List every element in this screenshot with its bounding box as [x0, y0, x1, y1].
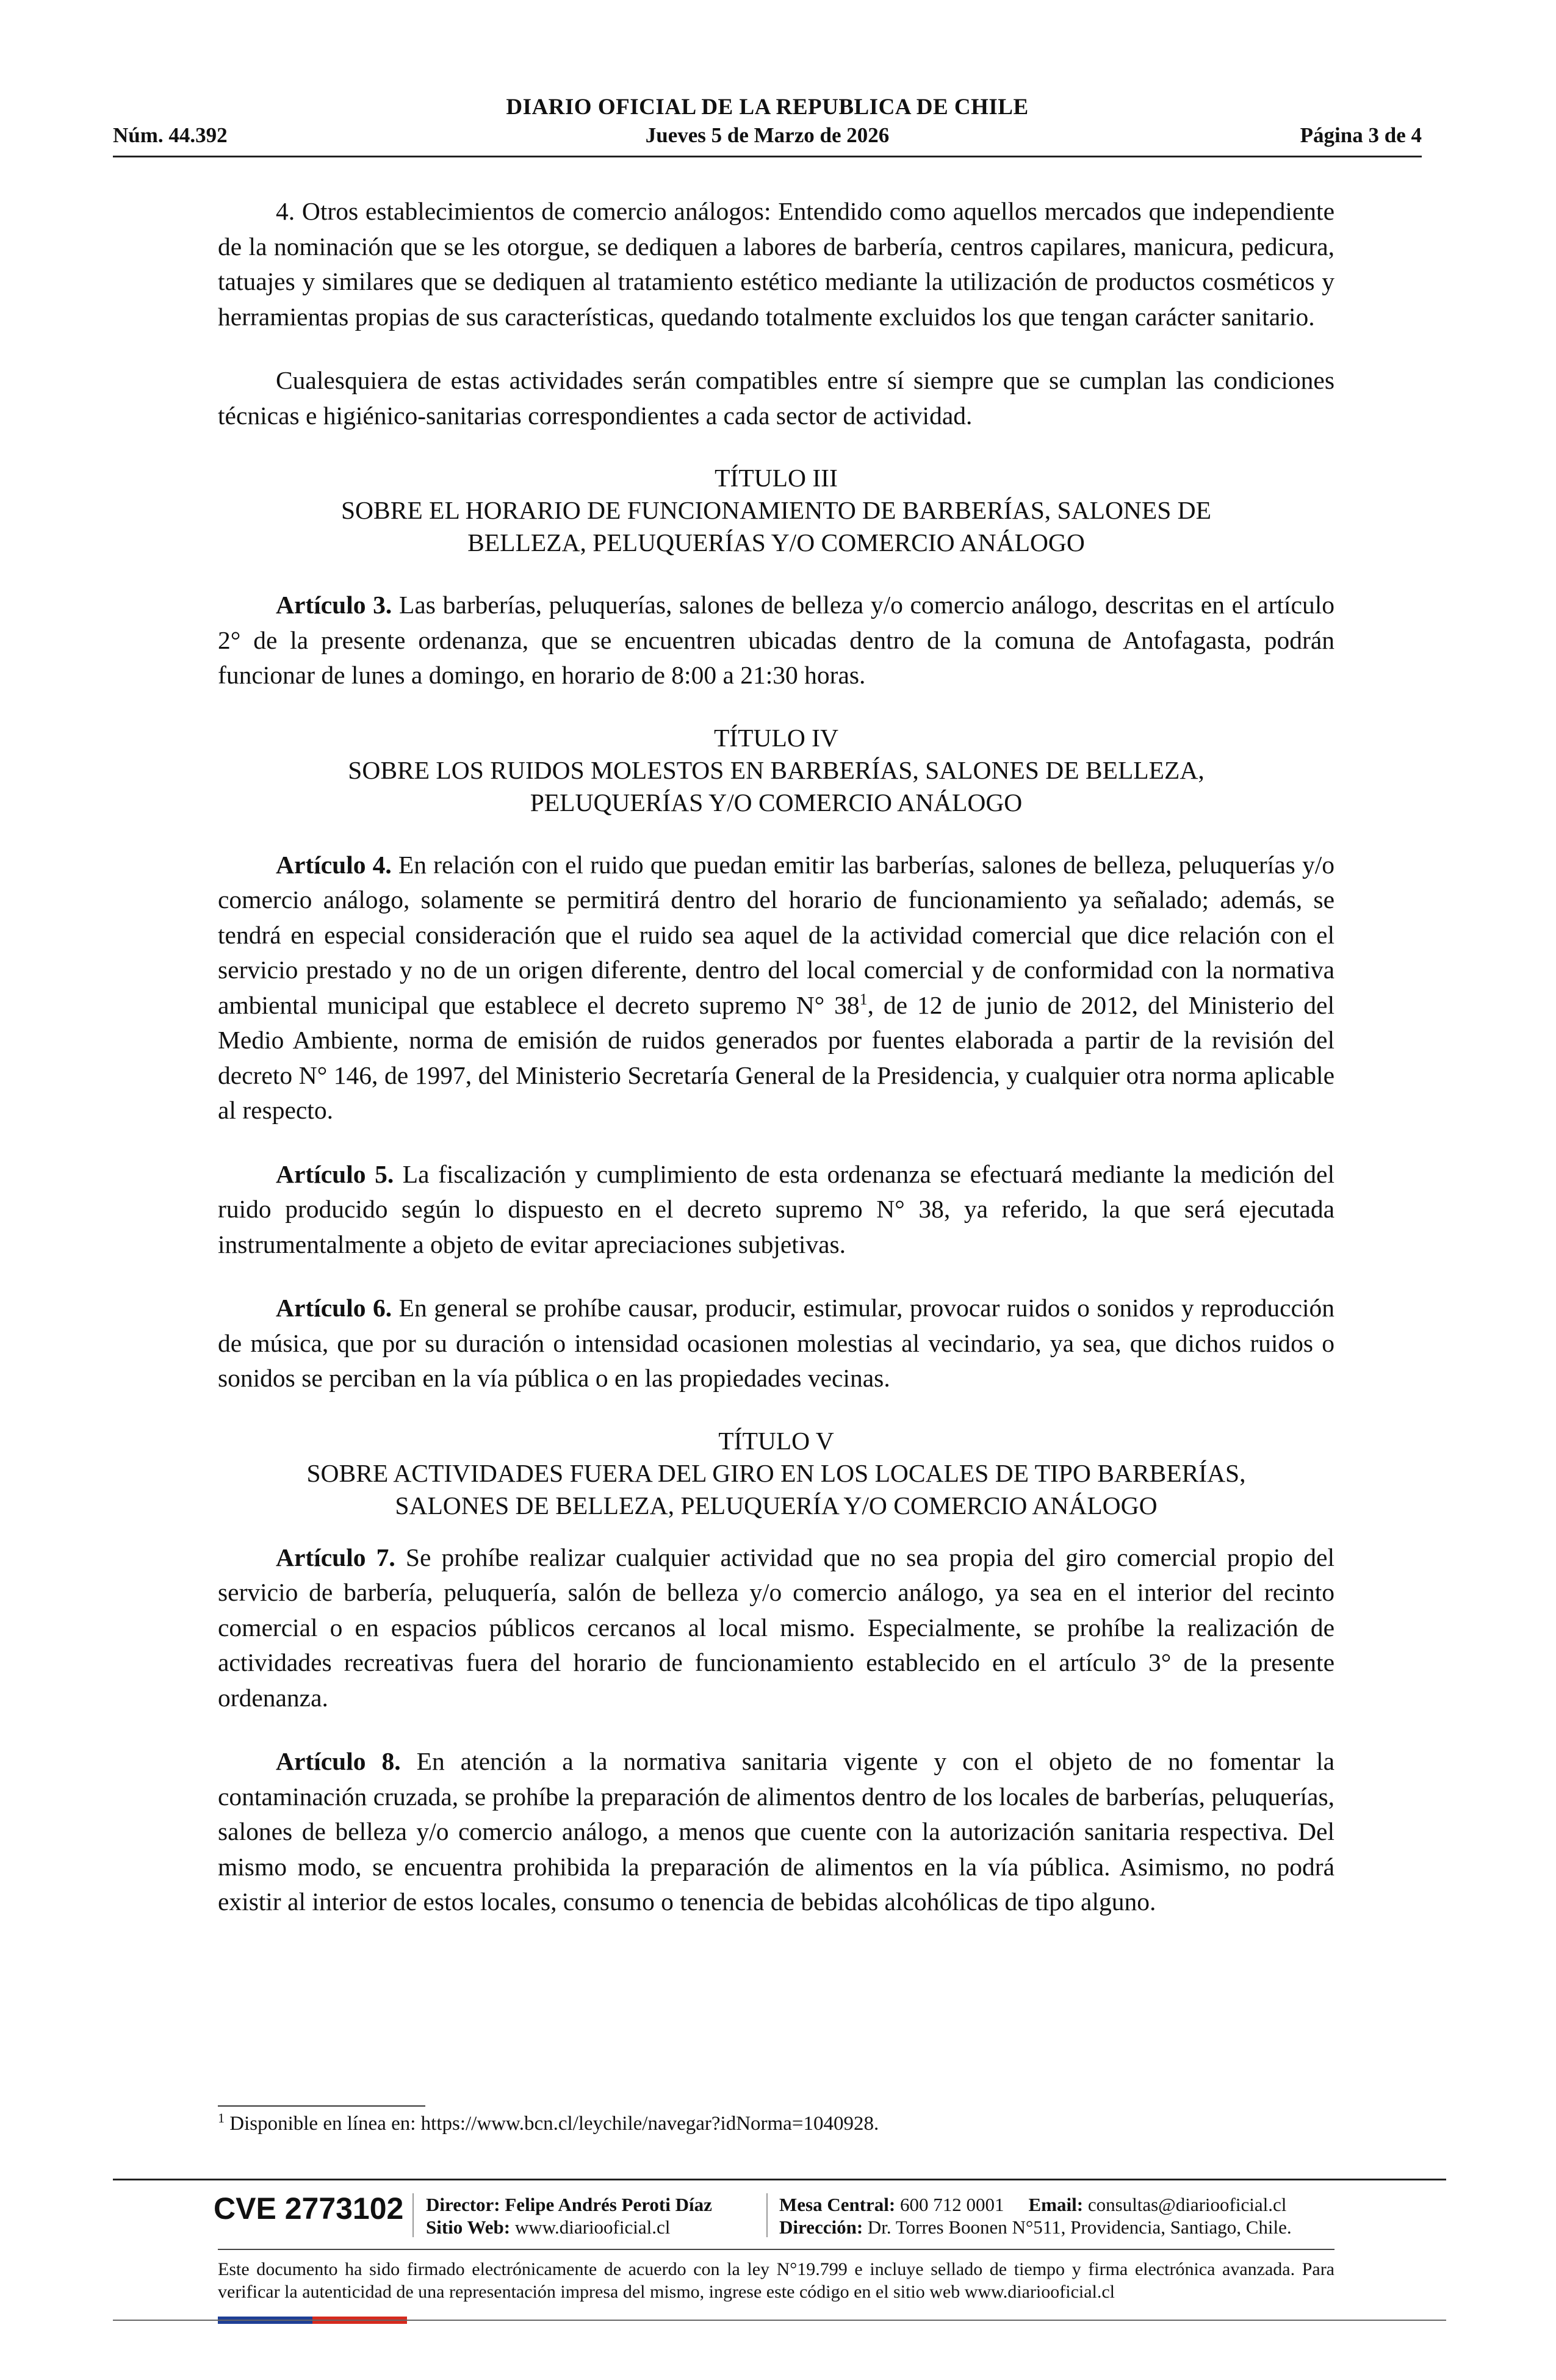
footnote [218, 2110, 879, 2135]
title-v-heading [218, 1425, 1334, 1522]
article-6-label: Artículo 6. [276, 1294, 392, 1322]
title-v-label: TÍTULO V [718, 1426, 834, 1455]
article-4-text-a: En relación con el ruido que puedan emitir las barberías, salones de belleza, peluquerías y/o comercio análogo, solamente se permitirá dentro del horario de funcionamiento ya señalado; además, se tendrá en especial consideración que el ruido sea aquel de la actividad comercial que dice relación con el servicio prestado y no de un origen diferente, dentro del local comercial y de conformidad con la normativa ambiental municipal que establece el decreto supremo N° 38 [218, 850, 1334, 1019]
article-5-text: La fiscalización y cumplimiento de esta ordenanza se efectuará mediante la medición del ruido producido según lo dispuesto en el decreto supremo N° 38, ya referido, la que será ejecutada instrumentalmente a objeto de evitar apreciaciones subjetivas. [218, 1159, 1334, 1258]
article-4 [218, 848, 1334, 1128]
footer-rule-bottom [113, 2320, 1446, 2321]
article-3-text: Las barberías, peluquerías, salones de belleza y/o comercio análogo, descritas en el artículo 2° de la presente ordenanza, que se encuentren ubicadas dentro de la comuna de Antofagasta, podrán funcionar de lunes a domingo, en horario de 8:00 a 21:30 horas. [218, 591, 1334, 689]
article-7-text: Se prohíbe realizar cualquier actividad que no sea propia del giro comercial propio del servicio de barbería, peluquería, salón de belleza y/o comercio análogo, ya sea en el interior del recinto comercial o en espacios públicos cercanos al local mismo. Especialmente, se prohíbe la realización de actividades recreativas fuera del horario de funcionamiento establecido en el artículo 3° de la presente ordenanza. [218, 1543, 1334, 1712]
phone-label: Mesa Central: [779, 2194, 896, 2215]
article-7-label: Artículo 7. [276, 1543, 395, 1571]
article-3 [218, 588, 1334, 693]
article-8 [218, 1744, 1334, 1920]
footer-separator-2 [766, 2193, 768, 2237]
footnote-rule [218, 2105, 425, 2107]
article-6-text: En general se prohíbe causar, producir, estimular, provocar ruidos o sonidos y reproducción de música, que por su duración o intensidad ocasionen molestias al vecindario, ya sea, que dichos ruidos o sonidos se perciban en la vía pública o en las propiedades vecinas. [218, 1294, 1334, 1392]
title-v-line-1: SOBRE ACTIVIDADES FUERA DEL GIRO EN LOS LOCALES DE TIPO BARBERÍAS, [306, 1459, 1246, 1487]
footnote-mark: 1 [218, 2110, 225, 2126]
title-iv-label: TÍTULO IV [714, 723, 838, 752]
address-label: Dirección: [779, 2216, 863, 2238]
email-label: Email: [1028, 2194, 1084, 2215]
phone-number: 600 712 0001 [900, 2194, 1004, 2215]
paragraph-item-4: 4. Otros establecimientos de comercio análogos: Entendido como aquellos mercados que independiente de la nominación que se les otorgue, se dediquen a labores de barbería, centros capilares, manicura, pedicura, tatuajes y similares que se dediquen al tratamiento estético mediante la utilización de productos cosméticos y herramientas propias de sus características, quedando totalmente excluidos los que tengan carácter sanitario. [218, 197, 1334, 331]
website-link[interactable]: www.diariooficial.cl [514, 2216, 671, 2238]
title-iv-heading [218, 722, 1334, 819]
issue-date: Jueves 5 de Marzo de 2026 [645, 123, 890, 147]
article-5-label: Artículo 5. [276, 1159, 394, 1188]
footer-separator-1 [412, 2193, 414, 2237]
issue-number: Núm. 44.392 [113, 123, 228, 147]
page-header [113, 92, 1422, 159]
director-name: Felipe Andrés Peroti Díaz [505, 2194, 712, 2215]
footer-rule-top [113, 2179, 1446, 2180]
article-7 [218, 1540, 1334, 1716]
article-4-text-b: , de 12 de junio de 2012, del Ministerio del Medio Ambiente, norma de emisión de ruidos generados por fuentes elaborada a partir de la revisión del decreto N° 146, de 1997, del Ministerio Secretaría General de la Presidencia, y cualquier otra norma aplicable al respecto. [218, 990, 1334, 1124]
page-number: Página 3 de 4 [1300, 123, 1422, 147]
signature-disclaimer: Este documento ha sido firmado electrónicamente de acuerdo con la ley N°19.799 e incluye sellado de tiempo y firma electrónica avanzada. Para verificar la autenticidad de una representación impresa del mismo, ingrese este código en el sitio web www.diariooficial.cl [218, 2259, 1334, 2302]
footer-rule-middle [218, 2249, 1334, 2250]
title-iii-label: TÍTULO III [715, 464, 838, 492]
paragraph-compatibility: Cualesquiera de estas actividades serán compatibles entre sí siempre que se cumplan las condiciones técnicas e higiénico-sanitarias correspondientes a cada sector de actividad. [218, 366, 1334, 430]
address-text: Dr. Torres Boonen N°511, Providencia, Santiago, Chile. [867, 2216, 1292, 2238]
title-iii-heading [218, 462, 1334, 559]
footnote-text: Disponible en línea en: https://www.bcn.cl/leychile/navegar?idNorma=1040928. [229, 2113, 879, 2135]
footer-contact-block [779, 2193, 1292, 2238]
article-6 [218, 1291, 1334, 1396]
article-3-label: Artículo 3. [276, 591, 392, 619]
article-5 [218, 1157, 1334, 1263]
title-v-line-2: SALONES DE BELLEZA, PELUQUERÍA Y/O COMERCIO ANÁLOGO [395, 1491, 1158, 1520]
title-iii-line-2: BELLEZA, PELUQUERÍAS Y/O COMERCIO ANÁLOGO [467, 528, 1085, 557]
email-link[interactable]: consultas@diariooficial.cl [1087, 2194, 1287, 2215]
newspaper-title: DIARIO OFICIAL DE LA REPUBLICA DE CHILE [506, 95, 1029, 120]
director-label: Director: [426, 2194, 500, 2215]
article-8-text: En atención a la normativa sanitaria vigente y con el objeto de no fomentar la contaminación cruzada, se prohíbe la preparación de alimentos dentro de los locales de barberías, peluquerías, salones de belleza y/o comercio análogo, a menos que cuente con la autorización sanitaria respectiva. Del mismo modo, se encuentra prohibida la preparación de alimentos en la vía pública. Asimismo, no podrá existir al interior de estos locales, consumo o tenencia de bebidas alcohólicas de tipo alguno. [218, 1747, 1335, 1916]
article-8-label: Artículo 8. [276, 1747, 401, 1775]
footer-director-block [426, 2193, 712, 2238]
document-body [218, 194, 1334, 1949]
header-rule [113, 156, 1422, 157]
website-label: Sitio Web: [426, 2216, 511, 2238]
article-4-label: Artículo 4. [276, 850, 392, 879]
cve-code: CVE 2773102 [214, 2191, 404, 2226]
title-iv-line-1: SOBRE LOS RUIDOS MOLESTOS EN BARBERÍAS, SALONES DE BELLEZA, [348, 755, 1205, 784]
footnote-reference[interactable]: 1 [859, 990, 868, 1008]
title-iv-line-2: PELUQUERÍAS Y/O COMERCIO ANÁLOGO [530, 788, 1023, 817]
title-iii-line-1: SOBRE EL HORARIO DE FUNCIONAMIENTO DE BARBERÍAS, SALONES DE [340, 496, 1212, 524]
